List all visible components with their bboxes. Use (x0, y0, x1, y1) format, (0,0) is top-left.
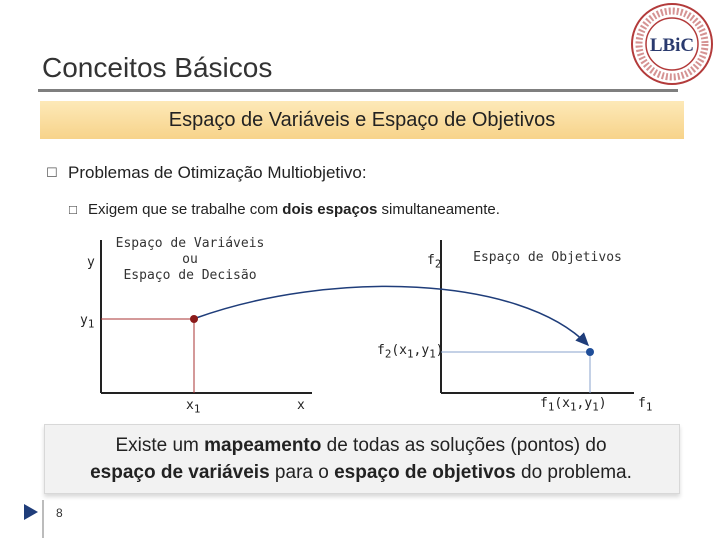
slide-title: Conceitos Básicos (42, 52, 273, 83)
label-text: f (377, 343, 385, 358)
label-text: ) (598, 396, 607, 411)
title-divider (38, 89, 678, 92)
callout-span: para o (269, 462, 335, 483)
callout-span: de todas as soluções (pontos) do (321, 435, 607, 456)
bullet-level2-text: Exigem que se trabalhe com (88, 201, 283, 218)
sub-bullet-checkbox-icon: ☐ (68, 204, 78, 217)
callout-span: Existe um (115, 435, 205, 456)
label-text: x (186, 398, 194, 413)
label-sub: 1 (547, 400, 555, 414)
label-sub: 1 (407, 347, 414, 361)
label-text: ,y (576, 396, 593, 411)
point-f2-label (377, 343, 444, 361)
callout-line-1 (44, 432, 678, 459)
lbic-logo (630, 2, 714, 86)
callout-line-2 (44, 459, 678, 486)
label-text: (x (391, 343, 408, 358)
variable-space-caption (110, 236, 270, 284)
footer-divider (42, 500, 44, 538)
bullet-level2-tail: simultaneamente. (377, 201, 500, 218)
label-text: ) (435, 343, 444, 358)
label-text: f (427, 253, 435, 268)
callout-bold: espaço de variáveis (90, 462, 270, 483)
label-sub: 1 (193, 402, 201, 416)
page-number: 8 (56, 506, 63, 520)
label-sub: 1 (570, 400, 577, 414)
callout-bold: mapeamento (204, 435, 322, 456)
caption-line: Espaço de Variáveis (115, 236, 265, 251)
objective-space-caption: Espaço de Objetivos (473, 250, 622, 265)
callout-span: do problema. (515, 462, 632, 483)
label-sub: 2 (384, 347, 392, 361)
caption-line: Espaço de Decisão (123, 268, 257, 283)
variable-x-axis-label: x (297, 398, 305, 413)
label-sub: 1 (87, 317, 95, 331)
label-text: f (638, 396, 646, 411)
label-sub: 1 (645, 400, 653, 414)
bullet-level1: Problemas de Otimização Multiobjetivo: (68, 163, 367, 182)
label-sub: 1 (592, 400, 599, 414)
banner-title: Espaço de Variáveis e Espaço de Objetivos (168, 109, 556, 131)
bullet-level2-bold: dois espaços (282, 201, 378, 218)
point-x1-label (186, 398, 200, 416)
label-text: ,y (413, 343, 430, 358)
label-sub: 2 (434, 257, 442, 271)
caption-line: ou (182, 252, 198, 267)
mapping-arrow (196, 286, 588, 345)
bullet-level2 (88, 201, 500, 218)
bullet-checkbox-icon: ☐ (46, 166, 58, 181)
label-text: y (80, 313, 88, 328)
label-text: (x (554, 396, 571, 411)
logo-text: LBiC (649, 35, 695, 56)
objective-point (586, 348, 594, 356)
callout-bold: espaço de objetivos (334, 462, 516, 483)
variable-point (190, 315, 198, 323)
label-text: f (540, 396, 548, 411)
point-y1-label (80, 313, 94, 331)
label-sub: 1 (429, 347, 436, 361)
variable-y-axis-label: y (87, 255, 95, 270)
callout-text (44, 432, 678, 486)
point-f1-label (540, 396, 607, 414)
objective-x-axis-label (638, 396, 652, 414)
slide-nav-arrow-icon[interactable] (24, 504, 38, 520)
objective-y-axis-label (427, 253, 441, 271)
